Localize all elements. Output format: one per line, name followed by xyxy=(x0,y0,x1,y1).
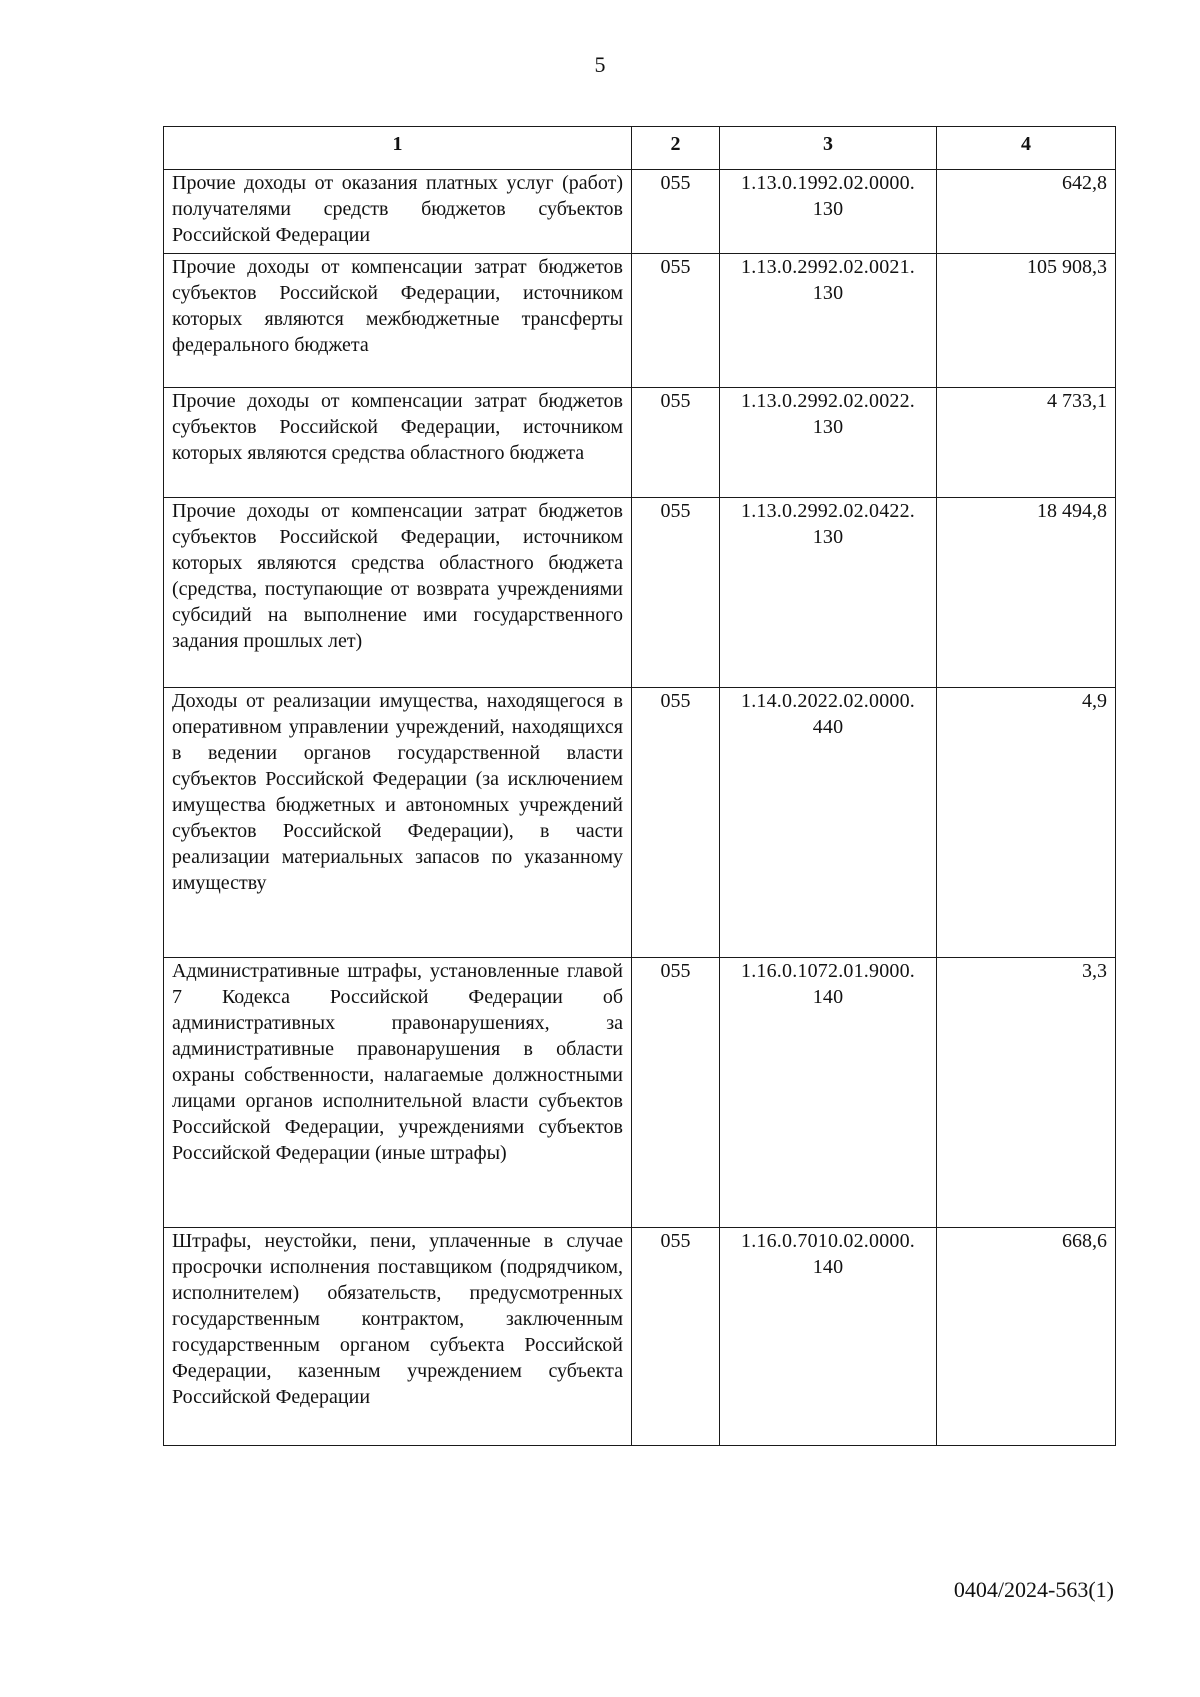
row-amount: 105 908,3 xyxy=(937,254,1116,388)
row-amount: 18 494,8 xyxy=(937,498,1116,688)
row-classification-code: 1.13.0.2992.02.0022. 130 xyxy=(720,388,937,498)
row-admin-code: 055 xyxy=(632,254,720,388)
row-description: Прочие доходы от компенсации затрат бюджетов субъектов Российской Федерации, источником которых являются средства областного бюджета xyxy=(164,388,632,498)
table-row xyxy=(164,388,1116,498)
row-amount: 4,9 xyxy=(937,688,1116,958)
column-header-2: 2 xyxy=(632,127,720,170)
row-classification-code: 1.13.0.1992.02.0000. 130 xyxy=(720,170,937,254)
row-classification-code: 1.16.0.7010.02.0000. 140 xyxy=(720,1228,937,1446)
table-row xyxy=(164,958,1116,1228)
table-row xyxy=(164,498,1116,688)
row-description: Прочие доходы от компенсации затрат бюджетов субъектов Российской Федерации, источником которых являются межбюджетные трансферты федерального бюджета xyxy=(164,254,632,388)
row-admin-code: 055 xyxy=(632,170,720,254)
row-description: Доходы от реализации имущества, находящегося в оперативном управлении учреждений, находящихся в ведении органов государственной власти субъектов Российской Федерации (за исключением имущества бюджетных и автономных учреждений субъектов Российской Федерации), в части реализации материальных запасов по указанному имуществу xyxy=(164,688,632,958)
row-classification-code: 1.16.0.1072.01.9000. 140 xyxy=(720,958,937,1228)
row-admin-code: 055 xyxy=(632,1228,720,1446)
document-id: 0404/2024-563(1) xyxy=(953,1577,1114,1602)
row-amount: 4 733,1 xyxy=(937,388,1116,498)
table-row xyxy=(164,170,1116,254)
column-header-4: 4 xyxy=(937,127,1116,170)
table-row xyxy=(164,254,1116,388)
column-header-3: 3 xyxy=(720,127,937,170)
table-body xyxy=(164,170,1116,1446)
row-classification-code: 1.13.0.2992.02.0422. 130 xyxy=(720,498,937,688)
table-row xyxy=(164,688,1116,958)
table-header xyxy=(164,127,1116,170)
table-row xyxy=(164,1228,1116,1446)
page-number: 5 xyxy=(594,52,606,77)
header-row xyxy=(164,127,1116,170)
revenue-table xyxy=(163,126,1116,1446)
row-classification-code: 1.13.0.2992.02.0021. 130 xyxy=(720,254,937,388)
row-admin-code: 055 xyxy=(632,388,720,498)
row-classification-code: 1.14.0.2022.02.0000. 440 xyxy=(720,688,937,958)
row-amount: 3,3 xyxy=(937,958,1116,1228)
row-description: Прочие доходы от компенсации затрат бюджетов субъектов Российской Федерации, источником которых являются средства областного бюджета (средства, поступающие от возврата учреждениями субсидий на выполнение ими государственного задания прошлых лет) xyxy=(164,498,632,688)
row-description: Прочие доходы от оказания платных услуг (работ) получателями средств бюджетов субъектов Российской Федерации xyxy=(164,170,632,254)
row-admin-code: 055 xyxy=(632,498,720,688)
row-description: Административные штрафы, установленные главой 7 Кодекса Российской Федерации об административных правонарушениях, за административные правонарушения в области охраны собственности, налагаемые должностными лицами органов исполнительной власти субъектов Российской Федерации, учреждениями субъектов Российской Федерации (иные штрафы) xyxy=(164,958,632,1228)
row-amount: 668,6 xyxy=(937,1228,1116,1446)
column-header-1: 1 xyxy=(164,127,632,170)
row-admin-code: 055 xyxy=(632,958,720,1228)
row-description: Штрафы, неустойки, пени, уплаченные в случае просрочки исполнения поставщиком (подрядчиком, исполнителем) обязательств, предусмотренных государственным контрактом, заключенным государственным органом субъекта Российской Федерации, казенным учреждением субъекта Российской Федерации xyxy=(164,1228,632,1446)
row-amount: 642,8 xyxy=(937,170,1116,254)
row-admin-code: 055 xyxy=(632,688,720,958)
